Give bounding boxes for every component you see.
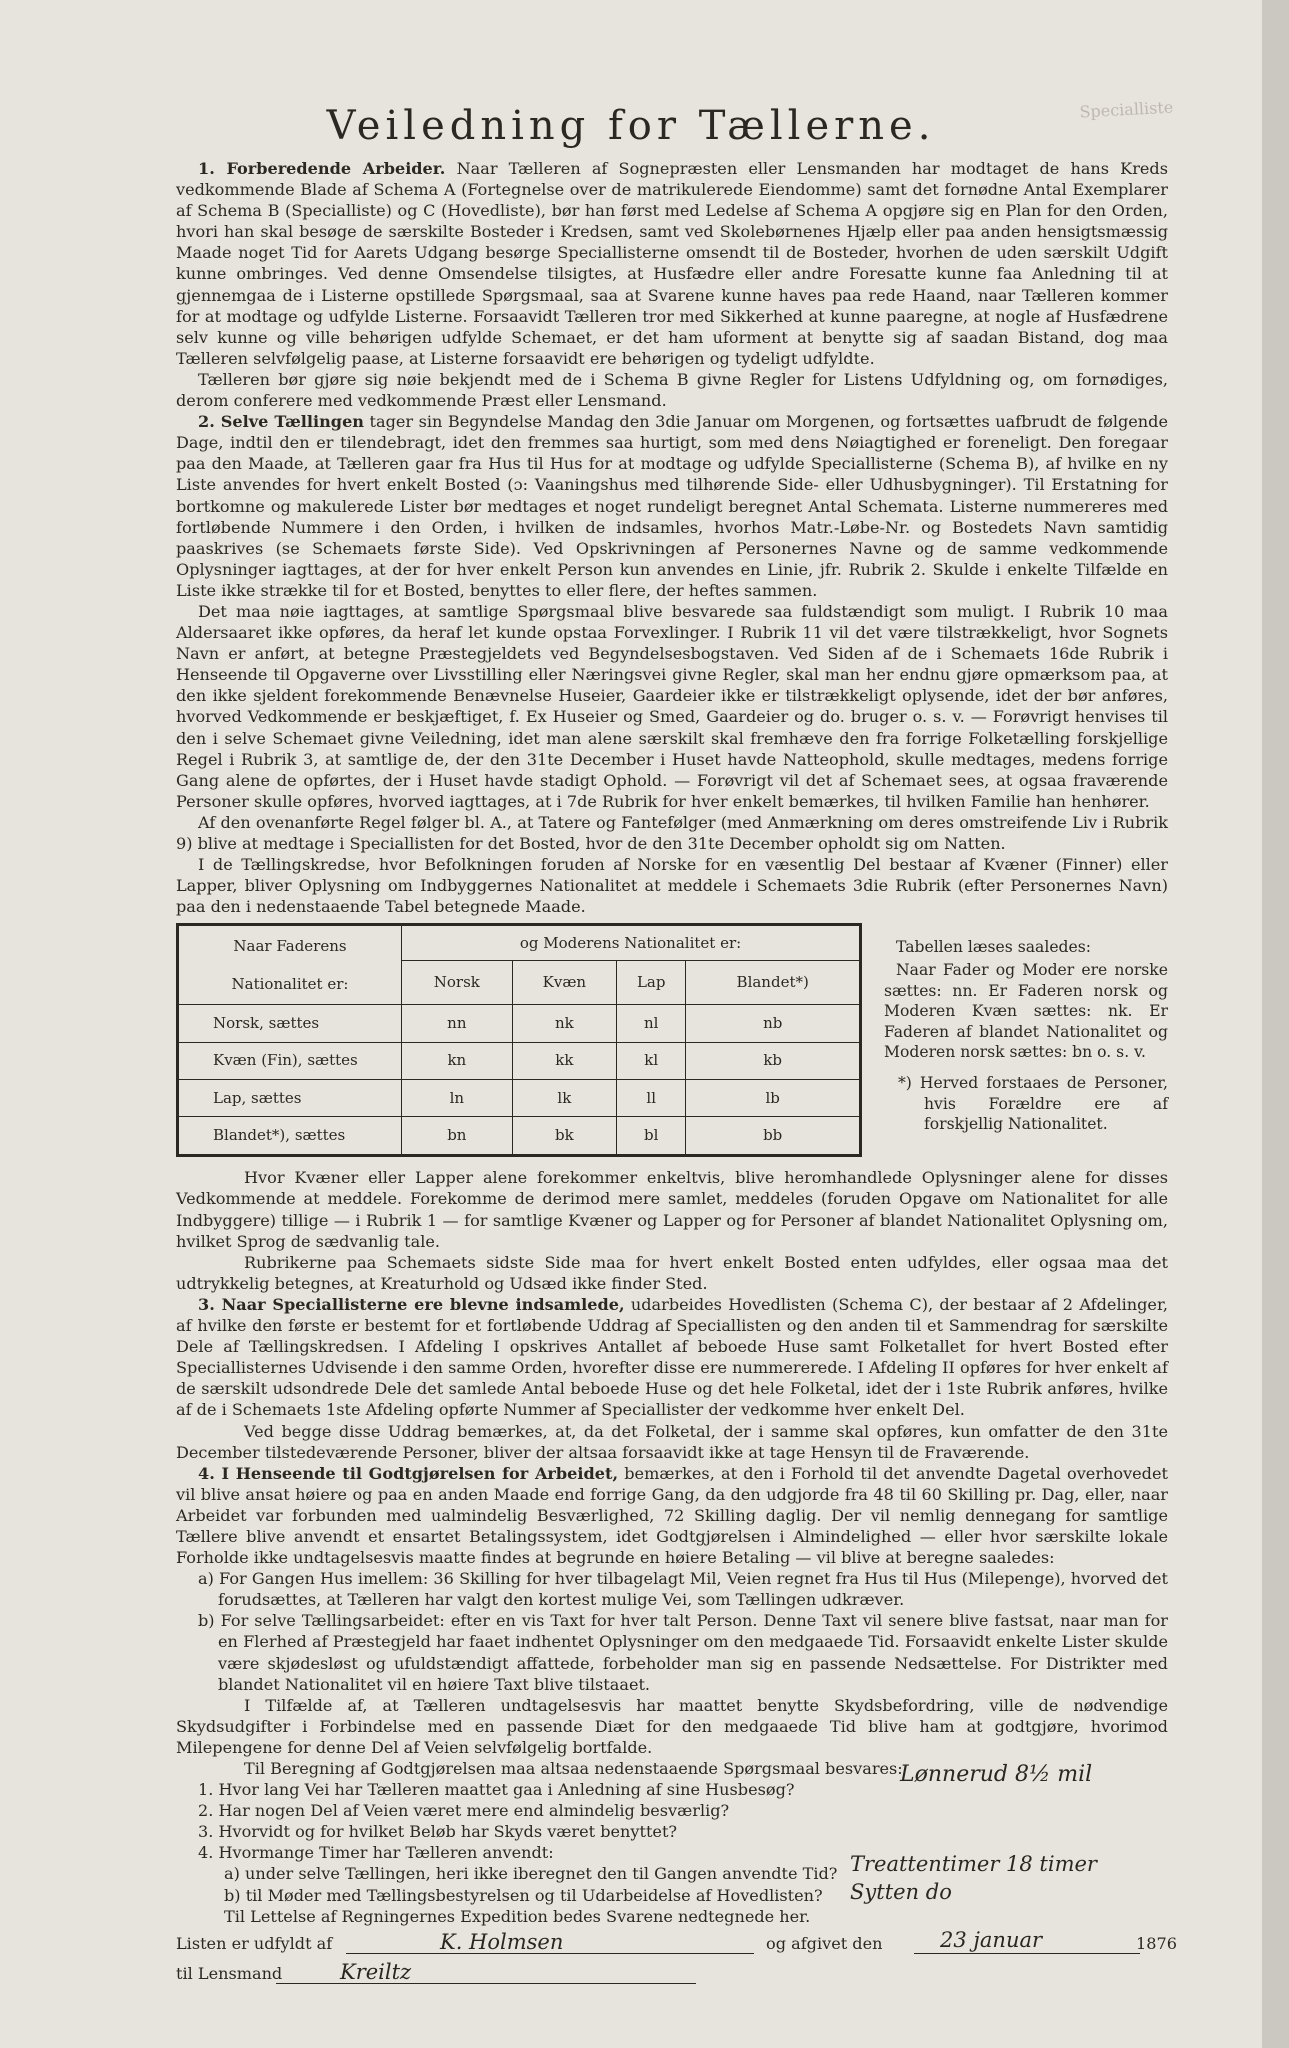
father-header-line-2: Nationalitet er:: [231, 975, 349, 994]
table-cell: ln: [402, 1080, 513, 1117]
page-edge: [1262, 0, 1289, 2048]
section-4-item-a: a) For Gangen Hus imellem: 36 Skilling for hver tilbagelagt Mil, Veien regnet fra Hus til Hus (Milepenge), hvorved det forudsættes, at Tælleren har valgt den kortest mulige Vei, som Tællingen udkræver.: [198, 1569, 1168, 1610]
table-cell: nn: [402, 1005, 513, 1042]
section-1-text: Naar Tælleren af Sognepræsten eller Lensmanden har modtaget de hans Kreds vedkommende Blade af Schema A (Fortegnelse over de matrikulerede Eiendomme) samt det fornødne Antal Exemplarer af Schema B (Specialliste) og C (Hovedliste), bør han først med Ledelse af Schema A opgjøre sig en Plan for den Orden, hvori han skal besøge de særskilte Bosteder i Kredsen, samt ved Skolebørnenes Hjælp eller paa anden hensigtsmæssig Maade noget Tid for Aarets Udgang besørge Speciallisterne omsendt til de Bosteder, hvorhen de uden særskilt Udgift kunne ombringes. Ved denne Omsendelse tilsigtes, at Husfædre eller andre Foresatte kunne faa Anledning til at gjennemgaa de i Listerne opstillede Spørgsmaal, saa at Svarene kunne haves paa rede Haand, naar Tælleren kommer for at modtage og udfylde Listerne. Forsaavidt Tælleren tror med Sikkerhed at kunne paaregne, at nogle af Husfædrene selv kunne og ville behørigen udfylde Schemaet, er det ham uforment at benytte sig af saadan Bistand, dog maa Tælleren selvfølgelig paase, at Listerne forsaavidt ere behørigen og tydeligt udfyldte.: [176, 159, 1168, 368]
table-note-text: Naar Fader og Moder ere norske sættes: nn. Er Faderen norsk og Moderen Kvæn sættes: nk. Er Faderen af blandet Nationalitet og Moderen norsk sættes: bn o. s. v.: [884, 960, 1168, 1062]
handwritten-lensmand: Kreiltz: [340, 1960, 412, 1984]
handwritten-date: 23 januar: [940, 1928, 1043, 1952]
table-cell: ll: [617, 1080, 686, 1117]
question-1: 1. Hvor lang Vei har Tælleren maattet gaa i Anledning af sine Husbesøg?: [198, 1780, 795, 1800]
question-3: 3. Hvorvidt og for hvilket Beløb har Skyds været benyttet?: [198, 1822, 678, 1842]
question-4: 4. Hvormange Timer har Tælleren anvendt:: [198, 1843, 554, 1863]
table-cell: nb: [686, 1005, 861, 1042]
section-4-heading: 4. I Henseende til Godtgjørelsen for Arbeidet,: [198, 1463, 619, 1483]
table-cell: nk: [512, 1005, 616, 1042]
nationality-table-block: [176, 923, 1168, 1163]
table-cell: bn: [402, 1117, 513, 1156]
father-header: [178, 925, 402, 1005]
mother-header: og Moderens Nationalitet er:: [402, 925, 861, 961]
section-1: [176, 158, 1168, 369]
section-1-para-2: Tælleren bør gjøre sig nøie bekjendt med de i Schema B givne Regler for Listens Udfyldning og, om fornødiges, derom conferere med vedkommende Præst eller Lensmand.: [176, 369, 1168, 411]
col-header: Kvæn: [512, 961, 616, 1005]
handwritten-answer-4b: Sytten do: [850, 1880, 952, 1904]
table-cell: kb: [686, 1042, 861, 1079]
listen-label: Listen er udfyldt af: [176, 1933, 333, 1953]
table-note: [884, 937, 1168, 1134]
row-label: Blandet*), sættes: [178, 1117, 402, 1156]
section-2-text: tager sin Begyndelse Mandag den 3die Januar om Morgenen, og fortsættes uafbrudt de følgende Dage, indtil den er tilendebragt, idet den fremmes saa hurtigt, som med dens Nøiagtighed er foreneligt. Den foregaar paa den Maade, at Tælleren gaar fra Hus til Hus for at modtage og udfylde Speciallisterne (Schema B), af hvilke en ny Liste anvendes for hvert enkelt Bosted (ɔ: Vaaningshus med tilhørende Side- eller Udhusbygninger). Til Erstatning for bortkomne og makulerede Lister bør medtages et noget rundeligt beregnet Antal Schemata. Listerne nummereres med fortløbende Nummere i den Orden, i hvilken de indsamles, hvorhos Matr.-Løbe-Nr. og Bostedets Navn samtidig paaskrives (se Schemaets første Side). Ved Opskrivningen af Personernes Navne og de samme vedkommende Oplysninger iagttages, at der for hver enkelt Person kun anvendes en Linie, jfr. Rubrik 2. Skulde i enkelte Tilfælde en Liste ikke strække til for et Bosted, benyttes to eller flere, der heftes sammen.: [176, 412, 1168, 600]
lensmand-label: til Lensmand: [176, 1963, 283, 1983]
table-cell: kk: [512, 1042, 616, 1079]
table-cell: nl: [617, 1005, 686, 1042]
question-2: 2. Har nogen Del af Veien været mere end almindelig besværlig?: [198, 1801, 730, 1821]
col-header: Lap: [617, 961, 686, 1005]
col-header: Norsk: [402, 961, 513, 1005]
section-3-para-2: Ved begge disse Uddrag bemærkes, at, da det Folketal, der i samme skal opføres, kun omfatter de den 31te December tilstedeværende Personer, bliver der altsaa forsaavidt ikke at tage Hensyn til de Fraværende.: [176, 1421, 1168, 1462]
section-4-para-2: I Tilfælde af, at Tælleren undtagelsesvis har maattet benytte Skydsbefordring, ville de nødvendige Skydsudgifter i Forbindelse med en passende Diæt for den medgaaede Tid blive ham at godtgjøre, hvorimod Milepengene for denne Del af Veien selvfølgelig bortfalde.: [176, 1695, 1168, 1757]
row-label: Lap, sættes: [178, 1080, 402, 1117]
handwritten-answer-1: Lønnerud 8½ mil: [900, 1762, 1093, 1787]
section-3-heading: 3. Naar Speciallisterne ere blevne indsamlede,: [198, 1294, 625, 1314]
section-2-para-2: Det maa nøie iagttages, at samtlige Spørgsmaal blive besvarede saa fuldstændigt som muligt. I Rubrik 10 maa Aldersaaret ikke opføres, da heraf let kunde opstaa Forvexlinger. I Rubrik 11 vil det være tilstrækkeligt, hvor Sognets Navn er anført, at betegne Præstegjeldets ved Begyndelsesbogstaven. Ved Siden af de i Schemaets 16de Rubrik i Henseende til Opgaverne over Livsstilling eller Næringsvei givne Regler, skal man her endnu gjøre opmærksom paa, at den ikke sjeldent forekommende Benævnelse Huseier, Gaardeier ikke er tilstrækkeligt oplysende, idet der bør anføres, hvorved Vedkommende er beskjæftiget, f. Ex Huseier og Smed, Gaardeier og do. bruger o. s. v. — Forøvrigt henvises til den i selve Schemaet givne Veiledning, idet man alene særskilt skal fremhæve den fra forrige Folketælling forskjellige Regel i Rubrik 3, at samtlige de, der den 31te December i Huset havde Natteophold, skulle medtages, medens forrige Gang alene de opførtes, der i Huset havde stadigt Ophold. — Forøvrigt vil det af Schemaet sees, at ogsaa fraværende Personer skulle opføres, hvorved iagttages, at i 7de Rubrik for hver enkelt bemærkes, til hvilken Familie han henhører.: [176, 601, 1168, 811]
section-2: [176, 411, 1168, 601]
table-cell: bl: [617, 1117, 686, 1156]
table-cell: bb: [686, 1117, 861, 1156]
handwritten-name: K. Holmsen: [440, 1930, 564, 1954]
nationality-table: [176, 923, 862, 1157]
bleed-through-text: Specialliste: [1079, 97, 1174, 122]
section-2-para-4: I de Tællingskredse, hvor Befolkningen foruden af Norske for en væsentlig Del bestaar af Kvæner (Finner) eller Lapper, bliver Oplysning om Indbyggernes Nationalitet at meddele i Schemaets 3die Rubrik (efter Personernes Navn) paa den i nedenstaaende Tabel betegnede Maade.: [176, 855, 1168, 917]
afgivet-label: og afgivet den: [766, 1933, 883, 1953]
year-label: 1876: [1136, 1933, 1177, 1953]
handwritten-answer-4a: Treattentimer 18 timer: [850, 1852, 1097, 1876]
table-cell: lk: [512, 1080, 616, 1117]
date-line: [914, 1953, 1140, 1954]
table-note-heading: Tabellen læses saaledes:: [896, 938, 1092, 957]
col-header: Blandet*): [686, 961, 861, 1005]
row-label: Kvæn (Fin), sættes: [178, 1042, 402, 1079]
table-cell: kn: [402, 1042, 513, 1079]
father-header-line-1: Naar Faderens: [233, 937, 347, 956]
section-4-text: bemærkes, at den i Forhold til det anvendte Dagetal overhovedet vil blive ansat høiere og paa en anden Maade end forrige Gang, da den udgjorde fra 48 til 60 Skilling pr. Dag, eller, naar Arbeidet var forbunden med ualmindelig Besværlighed, 72 Skilling daglig. Der vil nemlig dennegang for samtlige Tællere blive anvendt et ensartet Betalingssystem, idet Godtgjørelsen i Almindelighed — eller hvor særskilte lokale Forholde ikke undtagelsesvis maatte findes at begrunde en høiere Betaling — vil blive at beregne saaledes:: [176, 1463, 1168, 1568]
table-footnote: *) Herved forstaaes de Personer, hvis Forældre ere af forskjellig Nationalitet.: [898, 1073, 1168, 1134]
after-table-para-2: Rubrikerne paa Schemaets sidste Side maa for hvert enkelt Bosted enten udfyldes, eller ogsaa maa det udtrykkelig betegnes, at Kreaturhold og Udsæd ikke finder Sted.: [176, 1252, 1168, 1293]
table-cell: lb: [686, 1080, 861, 1117]
section-3-text: udarbeides Hovedlisten (Schema C), der bestaar af 2 Afdelinger, af hvilke den første er bestemt for et fortløbende Uddrag af Speciallisten og den anden til et Sammendrag for særskilte Dele af Tællingskredsen. I Afdeling I opskrives Antallet af beboede Huse samt Folketallet for hvert Bosted efter Speciallisternes Udvisende i den samme Orden, hvorefter disse ere nummererede. I Afdeling II opføres for hver enkelt af de særskilt udsondrede Dele det samlede Antal beboede Huse og det hele Folketal, idet der i 1ste Rubrik anføres, hvilke af de i Schemaets 1ste Afdeling opførte Nummer af Speciallister der vedkomme hver enkelt Del.: [176, 1294, 1168, 1420]
section-3: [176, 1294, 1168, 1421]
section-2-heading: 2. Selve Tællingen: [198, 412, 365, 432]
lensmand-line: [276, 1983, 696, 1984]
question-4a: a) under selve Tællingen, heri ikke iberegnet den til Gangen anvendte Tid?: [224, 1864, 838, 1884]
table-cell: bk: [512, 1117, 616, 1156]
page-title: Veiledning for Tællerne.: [326, 103, 936, 149]
after-table-para-1: Hvor Kvæner eller Lapper alene forekommer enkeltvis, blive heromhandlede Oplysninger alene for disses Vedkommende at meddele. Forekomme de derimod mere samlet, meddeles (foruden Opgave om Nationalitet for alle Indbyggere) tillige — i Rubrik 1 — for samtlige Kvæner og Lapper og for Personer af blandet Nationalitet Oplysning om, hvilket Sprog de sædvanlig tale.: [176, 1168, 1168, 1251]
table-cell: kl: [617, 1042, 686, 1079]
closing-note: Til Lettelse af Regningernes Expedition bedes Svarene nedtegnede her.: [224, 1906, 811, 1926]
question-4b: b) til Møder med Tællingsbestyrelsen og til Udarbeidelse af Hovedlisten?: [224, 1885, 823, 1905]
row-label: Norsk, sættes: [178, 1005, 402, 1042]
section-1-heading: 1. Forberedende Arbeider.: [198, 159, 446, 178]
document-body: [176, 158, 1177, 1985]
section-2-para-3: Af den ovenanførte Regel følger bl. A., at Tatere og Fantefølger (med Anmærkning om deres omstreifende Liv i Rubrik 9) blive at medtage i Speciallisten for det Bosted, hvor de den 31te December opholdt sig om Natten.: [176, 812, 1168, 853]
section-4-item-b: b) For selve Tællingsarbeidet: efter en vis Taxt for hver talt Person. Denne Taxt vil senere blive fastsat, naar man for en Flerhed af Præstegjeld har faaet indhentet Oplysninger om den medgaaede Tid. Forsaavidt enkelte Lister skulde være skjødesløst og ufuldstændigt affattede, forbeholder man sig en passende Nedsættelse. For Distrikter med blandet Nationalitet vil en høiere Taxt blive tilstaaet.: [198, 1611, 1168, 1694]
section-4: [176, 1463, 1168, 1568]
section-4-para-3: Til Beregning af Godtgjørelsen maa altsaa nedenstaaende Spørgsmaal besvares:: [244, 1759, 903, 1778]
